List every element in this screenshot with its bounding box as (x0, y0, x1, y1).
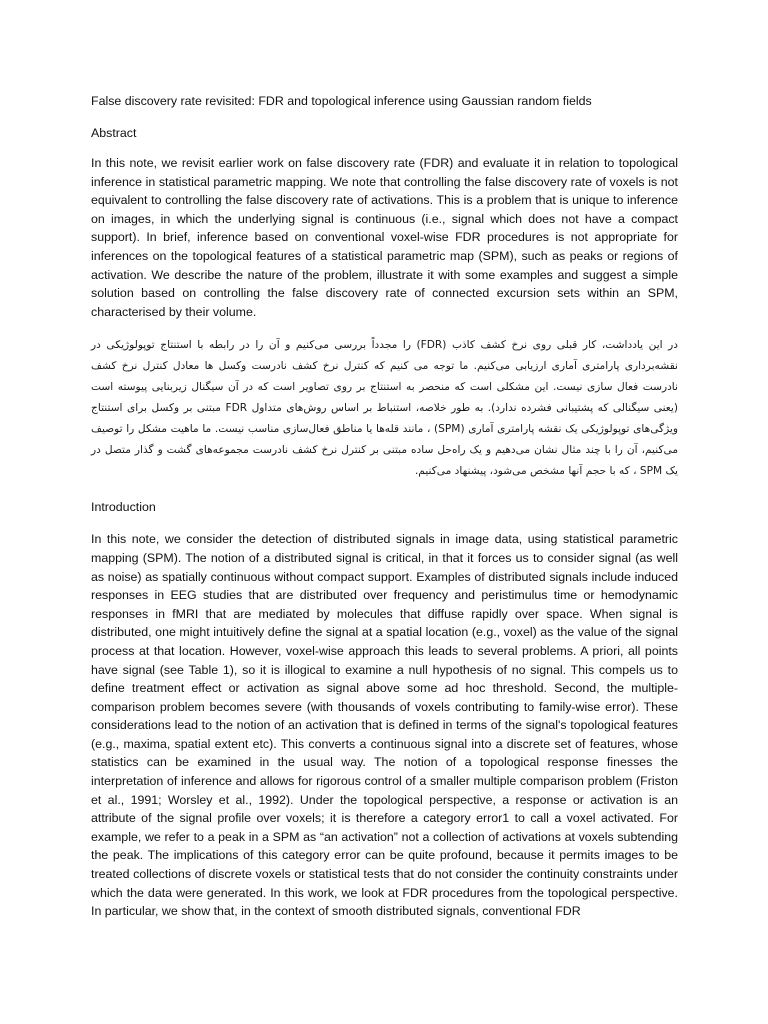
introduction-paragraph: In this note, we consider the detection of distributed signals in image data, using statistical parametric mapping (SPM). The notion of a distributed signal is critical, in that it forces us to consider signal (as well as noise) as spatially continuous without compact support. Examples of distributed signals include induced responses in EEG studies that are distributed over frequency and peristimulus time or hemodynamic responses in fMRI that are mediated by molecules that diffuse rapidly over space. When signal is distributed, one might intuitively define the signal at a spatial location (e.g., voxel) as the value of the signal process at that location. However, voxel-wise approach this leads to several problems. A priori, all points have signal (see Table 1), so it is illogical to examine a null hypothesis of no signal. This compels us to define treatment effect or activation as signal above some ad hoc threshold. Second, the multiple-comparison problem becomes severe (with thousands of voxels contributing to family-wise error). These considerations lead to the notion of an activation that is defined in terms of the signal's topological features (e.g., maxima, spatial extent etc). This converts a continuous signal into a discrete set of features, whose statistics can be examined in the usual way. The notion of a topological response finesses the interpretation of inference and allows for rigorous control of a smaller multiple comparison problem (Friston et al., 1991; Worsley et al., 1992). Under the topological perspective, a response or activation is an attribute of the signal profile over voxels; it is therefore a category error1 to call a voxel activated. For example, we refer to a peak in a SPM as “an activation” not a collection of activations at voxels subtending the peak. The implications of this category error can be quite profound, because it permits images to be treated collections of discrete voxels or statistical tests that do not consider the continuity constraints under which the data were generated. In this work, we look at FDR procedures from the topological perspective. In particular, we show that, in the context of smooth distributed signals, conventional FDR (91, 532, 678, 919)
abstract-heading: Abstract (91, 126, 137, 140)
paper-title: False discovery rate revisited: FDR and topological inference using Gaussian random fields (91, 94, 592, 108)
persian-abstract-paragraph: در این یادداشت، کار قبلی روی نرخ کشف کاذب (FDR) را مجدداً بررسی می‌کنیم و آن را در رابطه با استنتاج توپولوژیکی در نقشه‌برداری پارامتری آماری ارزیابی می‌کنیم. ما توجه می کنیم که کنترل نرخ کشف نادرست وکسل ها معادل کنترل نرخ کشف نادرست فعال سازی نیست. این مشکلی است که منحصر به استنتاج بر روی تصاویر است که در آن سیگنال زیربنایی پیوسته است (یعنی سیگنالی که پشتیبانی فشرده ندارد). به طور خلاصه، استنباط بر اساس روش‌های متداول FDR مبتنی بر وکسل برای استنتاج ویژگی‌های توپولوژیکی یک نقشه پارامتری آماری (SPM) ، مانند قله‌ها یا مناطق فعال‌سازی مناسب نیست. ما ماهیت مشکل را توصیف می‌کنیم، آن را با چند مثال نشان می‌دهیم و یک راه‌حل ساده مبتنی بر کنترل نرخ کشف نادرست مجموعه‌های گشت و گذار متصل در یک SPM ، که با حجم آنها مشخص می‌شود، پیشنهاد می‌کنیم. (91, 339, 678, 478)
abstract-paragraph: In this note, we revisit earlier work on false discovery rate (FDR) and evaluate it in relation to topological inference in statistical parametric mapping. We note that controlling the false discovery rate of voxels is not equivalent to controlling the false discovery rate of activations. This is a problem that is unique to inference on images, in which the underlying signal is continuous (i.e., signal which does not have a compact support). In brief, inference based on conventional voxel-wise FDR procedures is not appropriate for inferences on the topological features of a statistical parametric map (SPM), such as peaks or regions of activation. We describe the nature of the problem, illustrate it with some examples and suggest a simple solution based on controlling the false discovery rate of connected excursion sets within an SPM, characterised by their volume. (91, 156, 678, 319)
introduction-heading: Introduction (91, 500, 156, 515)
